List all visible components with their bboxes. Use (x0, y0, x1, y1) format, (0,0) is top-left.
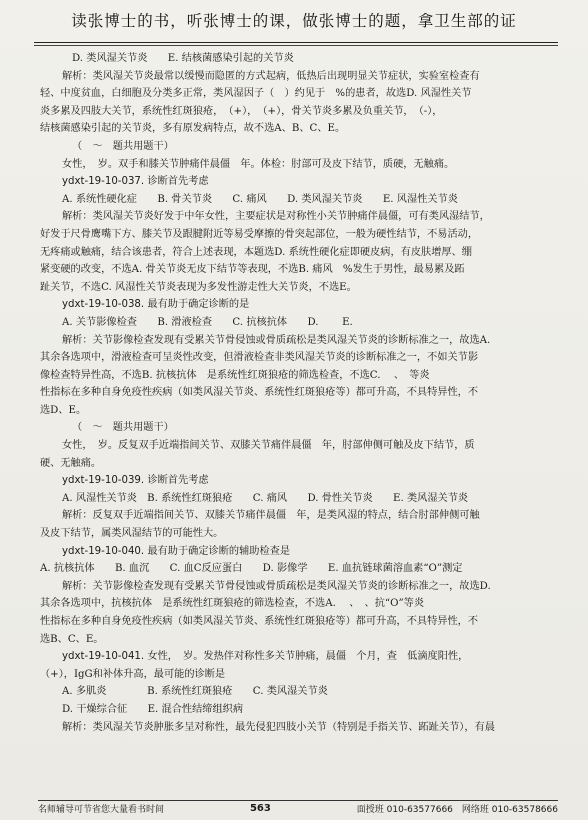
text-line: A. 多肌炎 B. 系统性红斑狼疮 C. 类风湿关节炎 (62, 686, 328, 698)
page-header: 读张博士的书，听张博士的课，做张博士的题，拿卫生部的证 (71, 12, 517, 30)
page-body (40, 50, 560, 736)
text-line: 好发于尺骨鹰嘴下方、膝关节及跟腱附近等易受摩擦的骨突起部位，一般为硬性结节，不易活动， (40, 228, 479, 240)
text-line: ydxt-19-10-038. 最有助于确定诊断的是 (62, 299, 250, 311)
text-line: 性指标在多种自身免疫性疾病（如类风湿关节炎、系统性红斑狼疮等）都可升高，不具特异性，不 (40, 387, 479, 399)
text-line: ydxt-19-10-039. 诊断首先考虑 (62, 475, 209, 487)
footer-slogan: 名师辅导可节省您大量看书时间 (38, 805, 165, 815)
text-line: ydxt-19-10-040. 最有助于确定诊断的辅助检查是 (62, 545, 291, 557)
text-line: 其余各选项中，滑液检查可呈炎性改变，但滑液检查非类风湿关节炎的诊断标准之一，不如关节影 (40, 352, 479, 364)
text-line: 解析：关节影像检查发现有受累关节骨侵蚀或骨质疏松是类风湿关节炎的诊断标准之一，故选D. (62, 580, 491, 592)
text-line: 解析：类风湿关节炎好发于中年女性，主要症状是对称性小关节肿痛伴晨僵，可有类风湿结节， (62, 211, 490, 223)
text-line: 解析：关节影像检查发现有受累关节骨侵蚀或骨质疏松是类风湿关节炎的诊断标准之一，故选A. (62, 334, 491, 346)
text-line: ydxt-19-10-041. 女性， 岁。发热伴对称性多关节肿痛，晨僵 个月，查 低滴度阳性， (62, 651, 469, 663)
text-line: A. 系统性硬化症 B. 骨关节炎 C. 痛风 D. 类风湿关节炎 E. 风湿性关节炎 (62, 193, 458, 205)
text-line: 轻、中度贫血，白细胞及分类多正常，类风湿因子（ ）约见于 %的患者，故选D. 风湿性关节 (40, 88, 472, 100)
text-line: 选B、C、E。 (40, 633, 104, 645)
text-line: 紧变硬的改变，不选A. 骨关节炎无皮下结节等表现，不选B. 痛风 %发生于男性，最易累及跖 (40, 264, 465, 276)
text-line: 及皮下结节，属类风湿结节的可能性大。 (40, 528, 224, 540)
text-line: 选D、E。 (40, 404, 87, 416)
text-line: 女性， 岁。双手和膝关节肿痛伴晨僵 年。体检：肘部可及皮下结节，质硬，无触痛。 (62, 158, 455, 170)
text-line: A. 风湿性关节炎 B. 系统性红斑狼疮 C. 痛风 D. 骨性关节炎 E. 类风湿关节炎 (62, 492, 469, 504)
footer-rule (38, 800, 558, 801)
text-line: 女性， 岁。反复双手近端指间关节、双膝关节痛伴晨僵 年，肘部伸侧可触及皮下结节，质 (62, 440, 475, 452)
text-line: A. 关节影像检查 B. 滑液检查 C. 抗核抗体 D. E. (62, 316, 367, 328)
text-line: （+），IgG和补体升高，最可能的诊断是 (40, 668, 226, 680)
text-line: （ ～ 题共用题干） (72, 140, 174, 152)
text-line: （ ～ 题共用题干） (72, 422, 174, 434)
text-line: 硬、无触痛。 (40, 457, 102, 469)
text-line: 炎多累及四肢大关节，系统性红斑狼疮， （+）， （+），骨关节炎多累及负重关节， （-）， (40, 105, 443, 117)
text-line: 像检查特异性高，不选B. 抗核抗体 是系统性红斑狼疮的筛选检查，不选C. 、 等炎 (40, 369, 430, 381)
text-line: 解析：类风湿关节炎肿胀多呈对称性，最先侵犯四肢小关节（特别是手指关节、跖趾关节），有晨 (62, 721, 495, 733)
text-line: 其余各选项中，抗核抗体 是系统性红斑狼疮的筛选检查，不选A. 、 、抗“O”等炎 (40, 598, 425, 610)
footer-contact: 面授班 010-63577666 网络班 010-63578666 (356, 805, 558, 815)
text-line: 无疼痛或触痛，结合该患者，符合上述表现，本题选D. 系统性硬化症即硬皮病，有皮肤增厚、绷 (40, 246, 472, 258)
page-footer (38, 802, 558, 815)
header-rule (34, 42, 558, 46)
text-line: 性指标在多种自身免疫性疾病（如类风湿关节炎、系统性红斑狼疮等）都可升高，不具特异性，不 (40, 616, 479, 627)
text-line: 解析：反复双手近端指间关节、双膝关节痛伴晨僵 年，是类风湿的特点，结合肘部伸侧可触 (62, 510, 480, 522)
text-line: 解析：类风湿关节炎最常以缓慢而隐匿的方式起病，低热后出现明显关节症状，实验室检查有 (62, 70, 480, 82)
text-line: 结核菌感染引起的关节炎，多有原发病特点，故不选A、B、C、E。 (40, 123, 346, 135)
text-line: A. 抗核抗体 B. 血沉 C. 血C反应蛋白 D. 影像学 E. 血抗链球菌溶血素“O”测定 (40, 563, 463, 575)
page-number: 563 (249, 803, 271, 814)
text-line: D. 类风湿关节炎 E. 结核菌感染引起的关节炎 (72, 53, 294, 64)
text-line: D. 干燥综合征 E. 混合性结缔组织病 (62, 703, 244, 715)
text-line: 趾关节，不选C. 风湿性关节炎表现为多发性游走性大关节炎，不选E。 (40, 281, 357, 293)
text-line: ydxt-19-10-037. 诊断首先考虑 (62, 176, 209, 188)
